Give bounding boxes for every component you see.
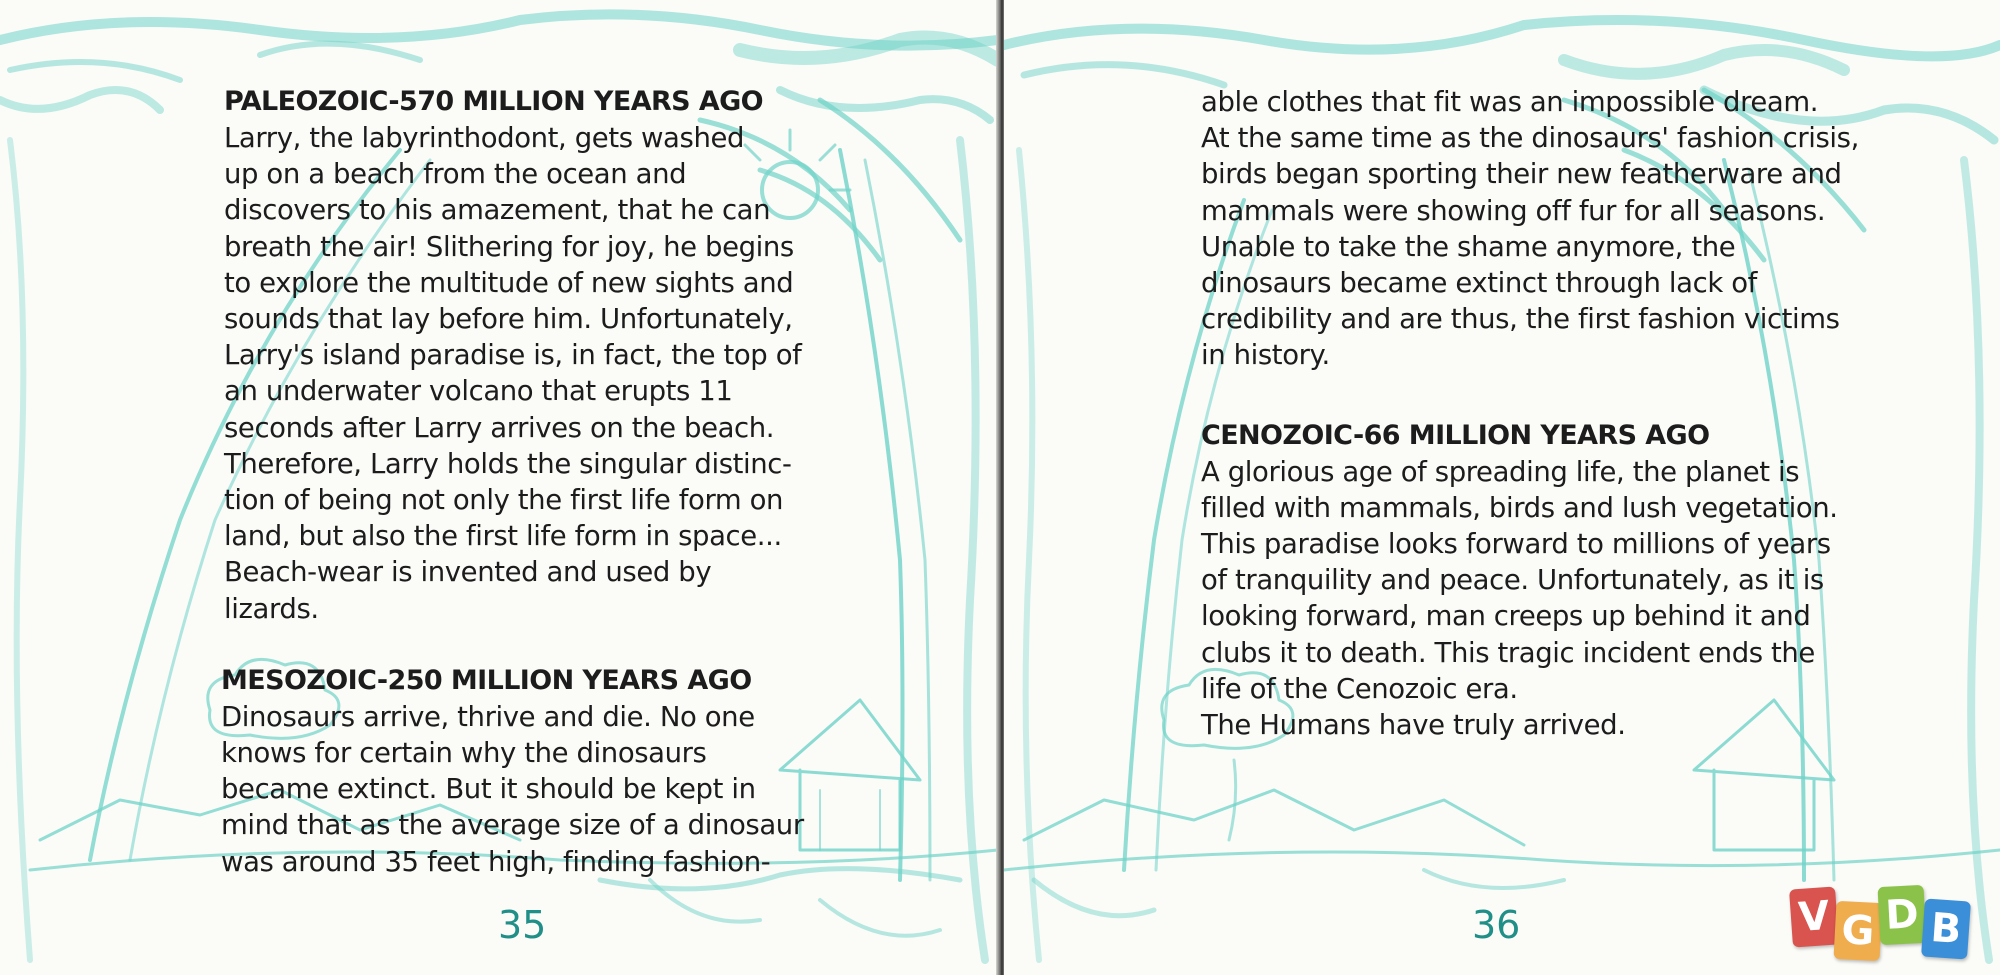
section-heading-mesozoic: MESOZOIC-250 MILLION YEARS AGO (221, 664, 752, 696)
page-36 (1004, 0, 2000, 975)
page-number-right: 36 (1472, 903, 1521, 947)
section-heading-cenozoic: CENOZOIC-66 MILLION YEARS AGO (1201, 419, 1710, 451)
vgdb-watermark-logo (1791, 886, 1991, 966)
logo-letter-b: B (1921, 898, 1971, 959)
logo-letter-v: V (1789, 886, 1839, 947)
paragraph-paleozoic: Larry, the labyrinthodont, gets washed up on a beach from the ocean and discovers to his amazement, that he can breath the air! Slithering for joy, he begins to explore the multitude of new sights and sounds that lay before him. Unfortunately, Larry's island paradise is, in fact, the top of an underwater volcano that erupts 11 seconds after Larry arrives on the beach. Therefore, Larry holds the singular distinc- tion of being not only the first life form on land, but also the first life form in space... Beach-wear is invented and used by lizards. (224, 122, 802, 625)
page-35 (0, 0, 998, 975)
paragraph-mesozoic-continued: able clothes that fit was an impossible dream. At the same time as the dinosaurs' fashion crisis, birds began sporting their new featherware and mammals were showing off fur for all seasons. Unable to take the shame anymore, the dinosaurs became extinct through lack of credibility and are thus, the first fashion victims in history. (1201, 86, 1859, 372)
logo-letter-d: D (1878, 885, 1927, 945)
paragraph-mesozoic: Dinosaurs arrive, thrive and die. No one knows for certain why the dinosaurs became extinct. But it should be kept in mind that as the average size of a dinosaur was around 35 feet high, finding fashion- (221, 700, 804, 878)
paragraph-cenozoic: A glorious age of spreading life, the planet is filled with mammals, birds and lush vegetation. This paradise looks forward to millions of years of tranquility and peace. Unfortunately, as it is looking forward, man creeps up behind it and clubs it to death. This tragic incident ends the life of the Cenozoic era. The Humans have truly arrived. (1201, 455, 1838, 742)
left-page-text (221, 84, 804, 880)
right-page-text (1201, 84, 1881, 743)
page-number-left: 35 (498, 903, 547, 947)
logo-letter-g: G (1834, 901, 1883, 961)
section-heading-paleozoic: PALEOZOIC-570 MILLION YEARS AGO (224, 86, 764, 117)
